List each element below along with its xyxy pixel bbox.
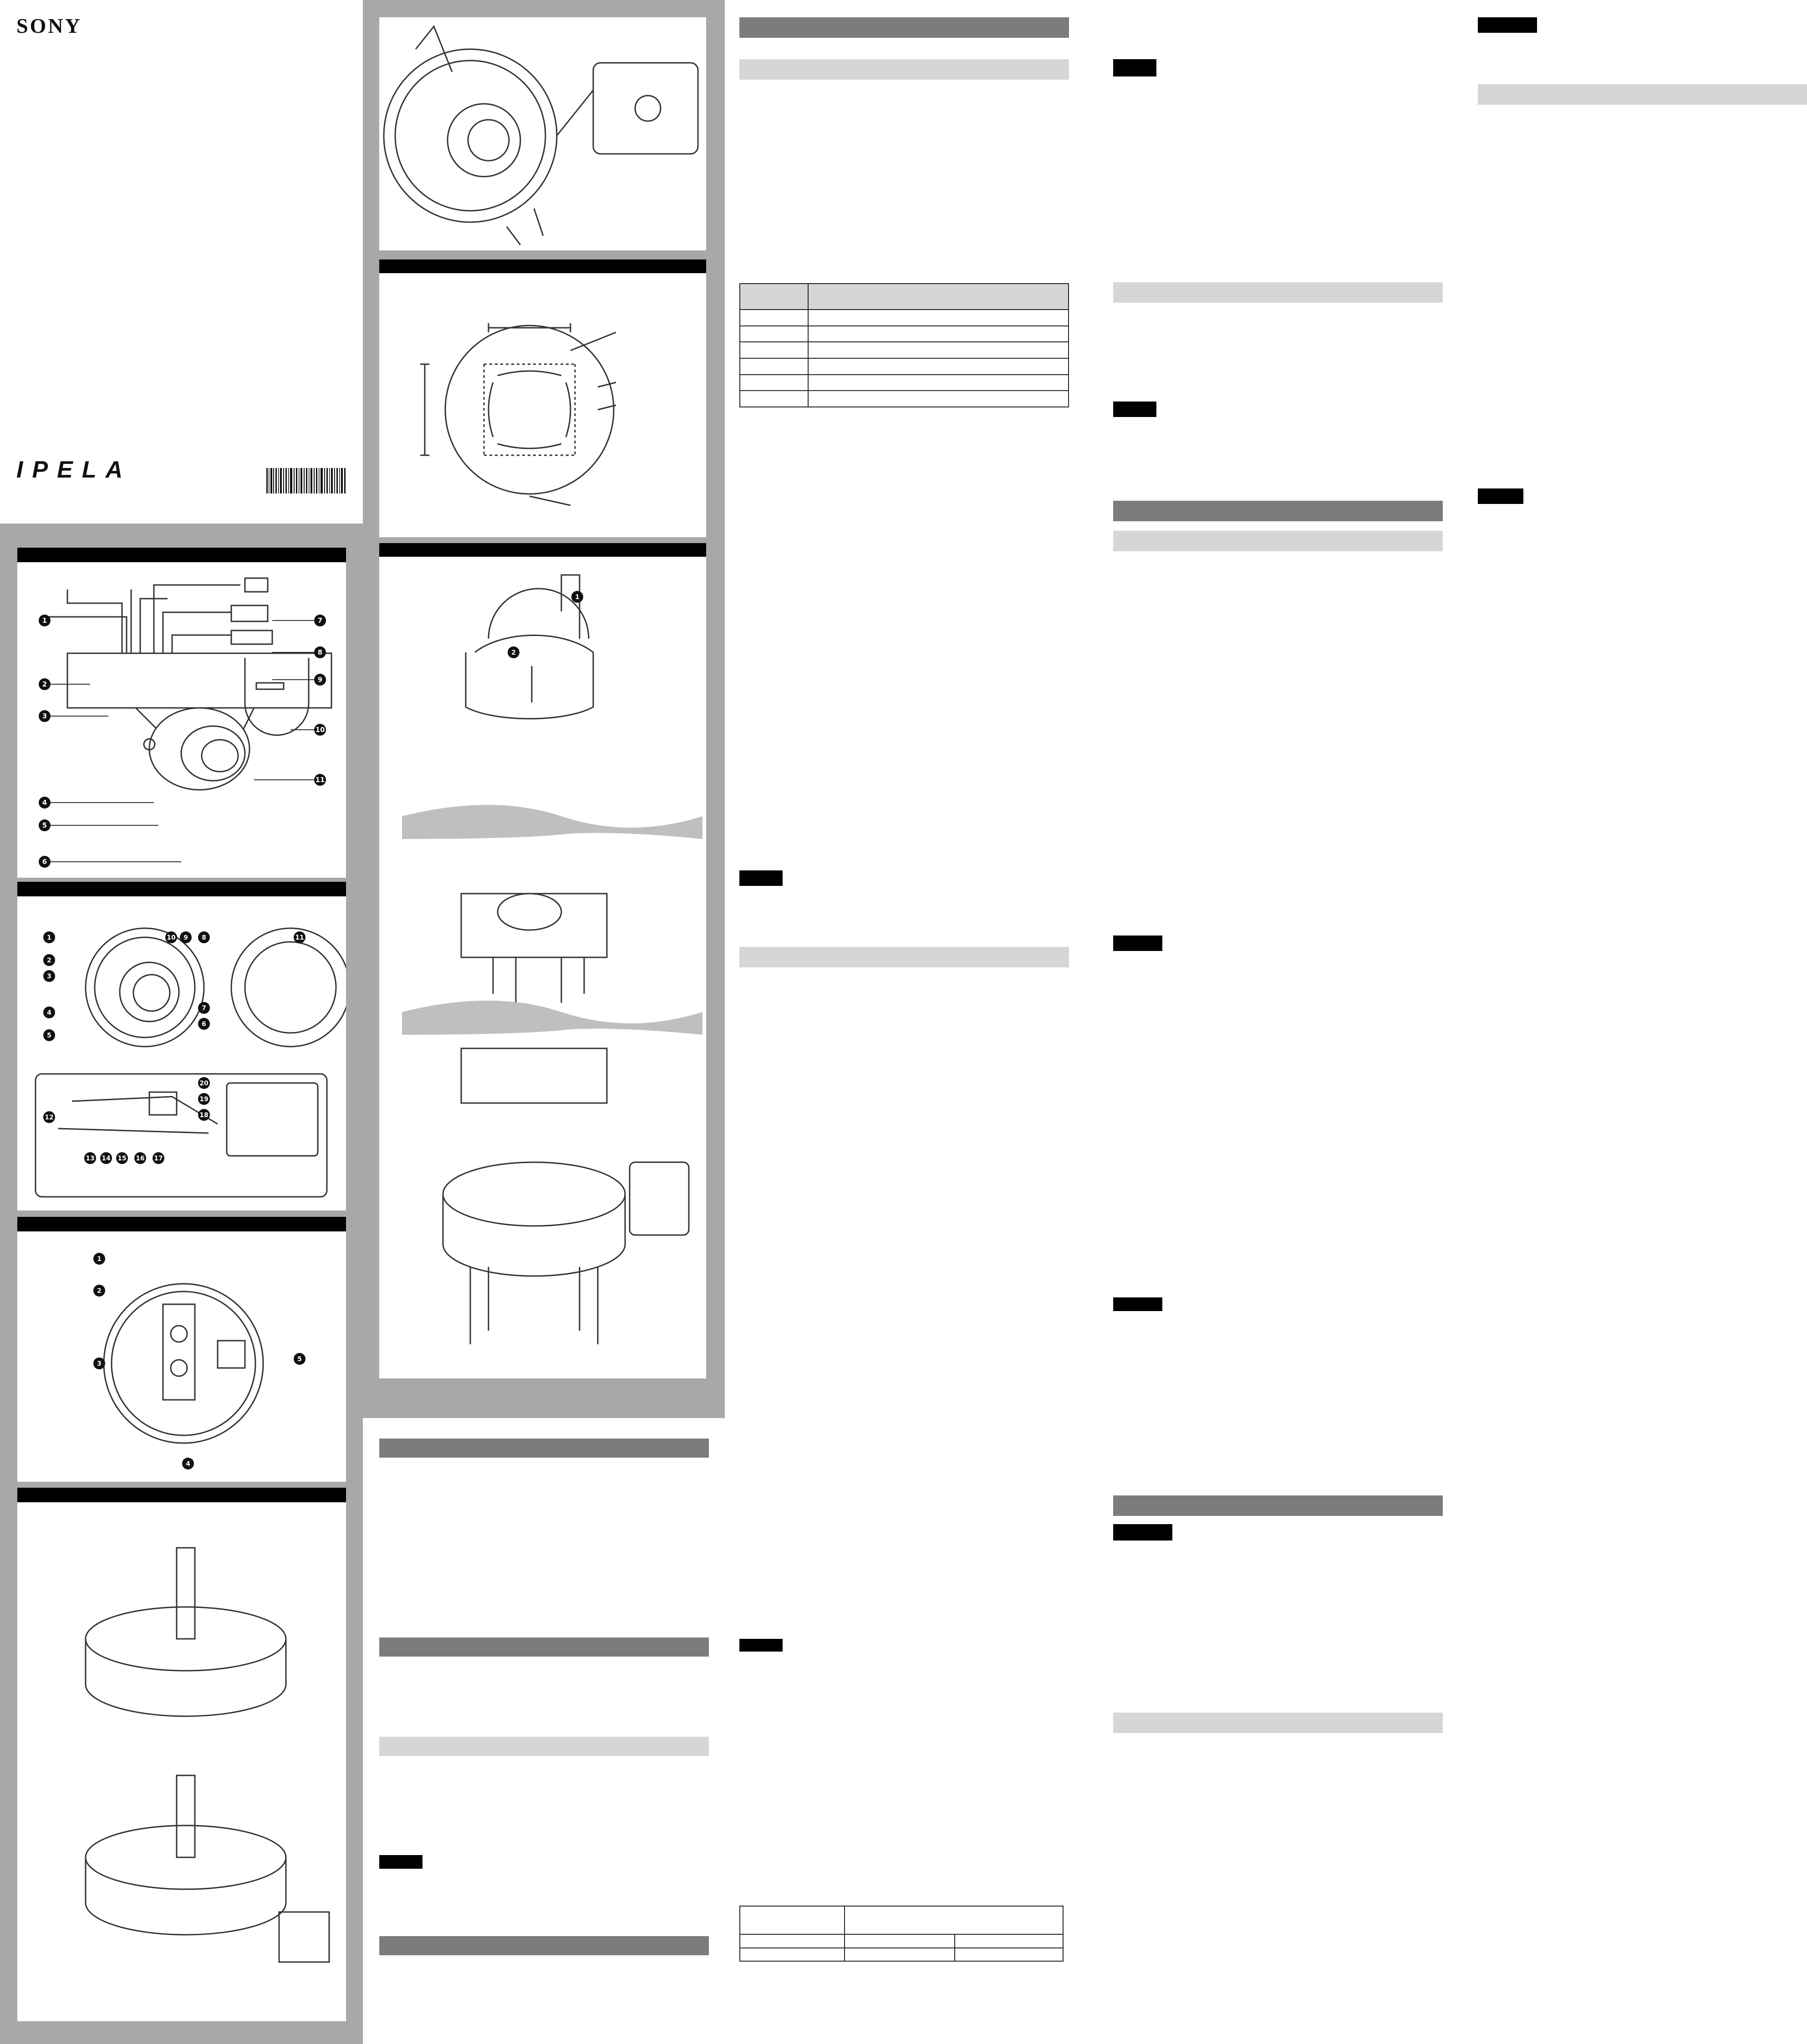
subsection-bar	[1113, 1713, 1443, 1733]
figure-conduit-base	[17, 1488, 346, 2021]
note-tag	[739, 870, 783, 886]
ipela-logo: IPELA	[16, 457, 132, 483]
subsection-bar	[1113, 531, 1443, 551]
barcode-icon	[266, 468, 346, 493]
figure-header	[17, 548, 346, 562]
svg-text:2: 2	[47, 957, 51, 964]
note-tag	[1113, 402, 1156, 417]
text-column-5	[1449, 0, 1807, 2044]
figure-internal-parts	[17, 882, 346, 1210]
svg-text:16: 16	[136, 1155, 145, 1162]
note-tag	[1478, 17, 1537, 33]
camera-illustration	[17, 562, 346, 878]
svg-text:14: 14	[102, 1155, 111, 1162]
figure-header	[379, 543, 706, 557]
svg-text:11: 11	[295, 934, 304, 941]
compatibility-table	[739, 1906, 1064, 1962]
sony-logo: SONY	[16, 14, 82, 37]
text-column-4	[1087, 0, 1449, 2044]
figure-base	[17, 1217, 346, 1482]
section-heading-bar	[379, 1936, 709, 1955]
figure-header	[17, 1488, 346, 1502]
svg-text:17: 17	[154, 1155, 163, 1162]
svg-text:9: 9	[317, 676, 323, 684]
svg-text:4: 4	[186, 1460, 190, 1468]
figure-installation	[379, 543, 706, 1378]
svg-text:4: 4	[42, 798, 47, 807]
svg-text:12: 12	[45, 1114, 54, 1121]
subsection-bar	[379, 1737, 709, 1756]
section-heading-bar	[379, 1637, 709, 1657]
figure-header	[379, 259, 706, 273]
note-tag	[1113, 936, 1162, 951]
text-column-3	[725, 0, 1087, 2044]
subsection-bar	[1478, 84, 1807, 105]
svg-text:10: 10	[167, 934, 176, 941]
svg-text:2: 2	[97, 1287, 102, 1295]
figure-header	[17, 882, 346, 896]
template-illustration	[379, 273, 706, 537]
svg-text:8: 8	[202, 934, 206, 941]
svg-text:4: 4	[47, 1009, 51, 1017]
svg-text:15: 15	[117, 1155, 127, 1162]
figure-lens-cover	[379, 17, 706, 250]
svg-text:10: 10	[315, 726, 325, 734]
note-tag	[1113, 1297, 1162, 1311]
callout-1: 1	[42, 616, 47, 625]
svg-text:1: 1	[575, 594, 580, 601]
svg-text:6: 6	[42, 858, 47, 866]
svg-text:3: 3	[47, 973, 51, 980]
svg-text:9: 9	[183, 934, 188, 941]
subsection-bar	[1113, 282, 1443, 303]
text-panel-middle-bottom	[363, 1418, 725, 2044]
svg-text:5: 5	[42, 821, 47, 829]
note-tag	[1113, 59, 1156, 76]
svg-text:7: 7	[202, 1005, 206, 1012]
conduit-illustration	[17, 1502, 346, 2021]
section-heading-bar	[379, 1439, 709, 1458]
spec-table	[739, 283, 1069, 407]
figure-mounting-template	[379, 259, 706, 537]
svg-text:3: 3	[97, 1360, 102, 1368]
cover-panel	[0, 0, 363, 524]
subsection-bar	[739, 59, 1069, 80]
note-tag	[1113, 1524, 1172, 1541]
svg-text:8: 8	[317, 648, 323, 656]
svg-text:13: 13	[86, 1155, 95, 1162]
svg-text:3: 3	[42, 712, 47, 720]
svg-text:6: 6	[202, 1021, 206, 1028]
section-heading-bar	[1113, 1495, 1443, 1516]
figure-external-parts	[17, 548, 346, 878]
svg-text:1: 1	[47, 934, 51, 941]
svg-text:7: 7	[317, 616, 323, 625]
svg-text:20: 20	[199, 1080, 209, 1087]
lens-illustration	[379, 17, 706, 250]
svg-text:5: 5	[297, 1356, 302, 1363]
svg-text:18: 18	[199, 1112, 209, 1119]
section-heading-bar	[739, 17, 1069, 38]
note-tag	[739, 1639, 783, 1652]
section-heading-bar	[1113, 501, 1443, 521]
svg-text:11: 11	[315, 776, 325, 784]
internal-illustration	[17, 896, 346, 1210]
figure-header	[17, 1217, 346, 1231]
svg-text:19: 19	[199, 1096, 209, 1103]
svg-text:5: 5	[47, 1032, 51, 1039]
svg-text:2: 2	[511, 649, 516, 656]
base-illustration	[17, 1231, 346, 1482]
svg-text:2: 2	[42, 680, 47, 688]
note-tag	[1478, 488, 1523, 504]
installation-illustration	[379, 557, 706, 1378]
subsection-bar	[739, 947, 1069, 967]
svg-text:1: 1	[97, 1256, 102, 1263]
note-tag	[379, 1855, 422, 1869]
